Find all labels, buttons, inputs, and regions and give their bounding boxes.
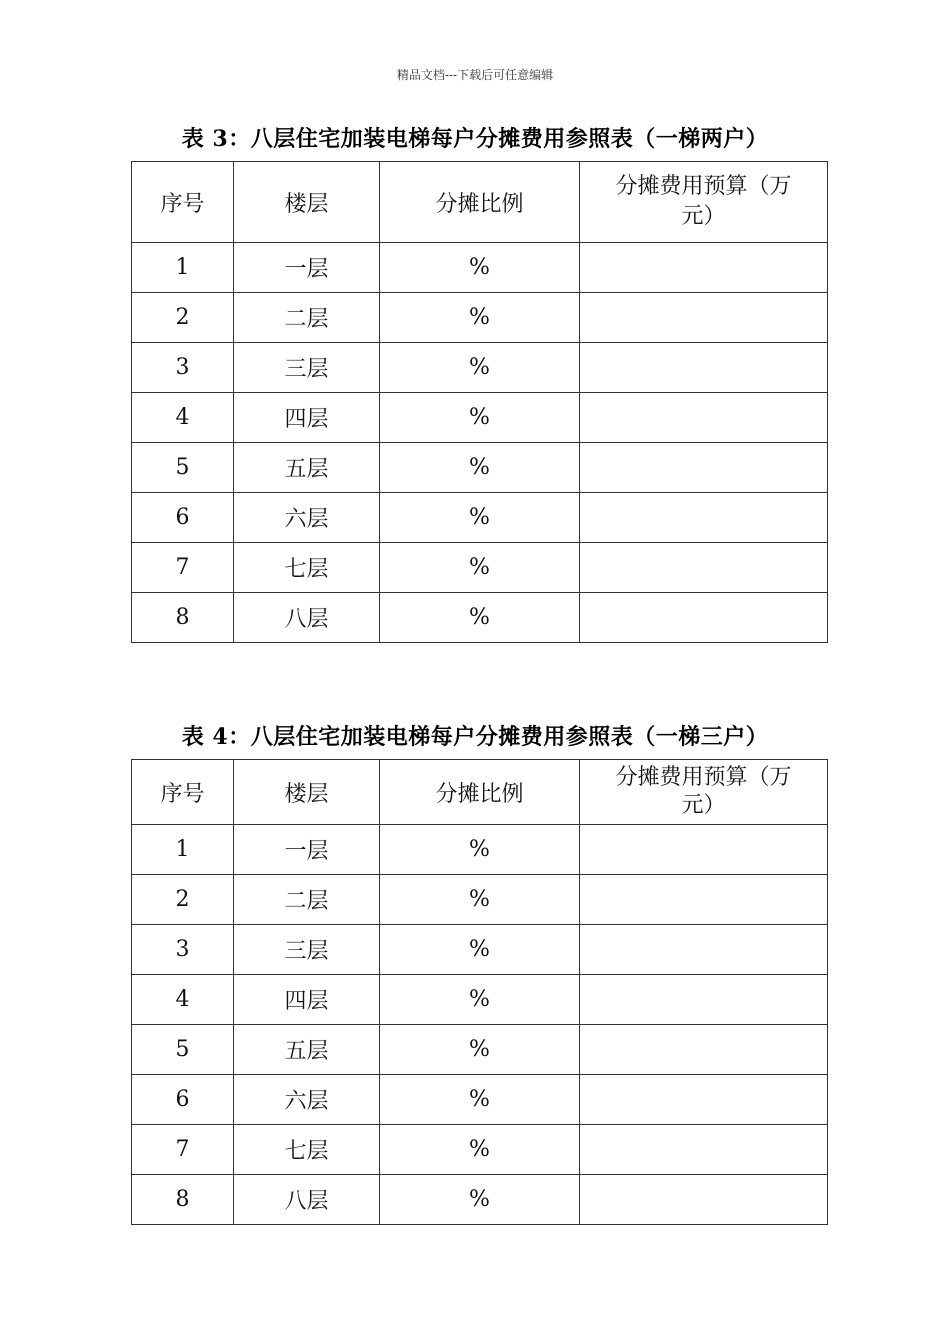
cell-index: 5 xyxy=(132,1025,234,1075)
header-floor: 楼层 xyxy=(234,162,380,243)
cell-index: 4 xyxy=(132,393,234,443)
cell-floor: 四层 xyxy=(234,975,380,1025)
cell-index: 4 xyxy=(132,975,234,1025)
table-row xyxy=(132,493,828,543)
cell-ratio: % xyxy=(380,593,580,643)
header-budget xyxy=(580,162,828,243)
cell-ratio: % xyxy=(380,825,580,875)
cell-index: 1 xyxy=(132,825,234,875)
cost-table-3 xyxy=(131,161,828,643)
table-row xyxy=(132,825,828,875)
table-row xyxy=(132,293,828,343)
header-budget-line2: 元） xyxy=(681,204,726,229)
cell-index: 8 xyxy=(132,593,234,643)
cell-budget[interactable] xyxy=(580,343,828,393)
table-3-title: 表 3：八层住宅加装电梯每户分摊费用参照表（一梯两户） xyxy=(181,126,769,152)
table-row xyxy=(132,243,828,293)
header-index: 序号 xyxy=(132,162,234,243)
cell-floor: 二层 xyxy=(234,875,380,925)
cell-ratio: % xyxy=(380,1125,580,1175)
cell-ratio: % xyxy=(380,393,580,443)
header-ratio: 分摊比例 xyxy=(380,760,580,825)
table-row xyxy=(132,593,828,643)
table-row xyxy=(132,975,828,1025)
cell-index: 3 xyxy=(132,343,234,393)
cell-ratio: % xyxy=(380,493,580,543)
cell-index: 1 xyxy=(132,243,234,293)
cell-floor: 三层 xyxy=(234,925,380,975)
cell-budget[interactable] xyxy=(580,875,828,925)
cell-budget[interactable] xyxy=(580,1175,828,1225)
cell-floor: 五层 xyxy=(234,1025,380,1075)
cell-index: 2 xyxy=(132,293,234,343)
cell-floor: 一层 xyxy=(234,825,380,875)
cell-index: 7 xyxy=(132,1125,234,1175)
cell-budget[interactable] xyxy=(580,293,828,343)
table-row xyxy=(132,443,828,493)
page-header-note: 精品文档---下载后可任意编辑 xyxy=(396,68,554,82)
header-budget-line1: 分摊费用预算（万 xyxy=(615,765,792,790)
header-index: 序号 xyxy=(132,760,234,825)
table-header-row xyxy=(132,162,828,243)
cell-floor: 六层 xyxy=(234,1075,380,1125)
cell-index: 8 xyxy=(132,1175,234,1225)
table-4-title: 表 4：八层住宅加装电梯每户分摊费用参照表（一梯三户） xyxy=(181,724,769,750)
table-row xyxy=(132,1175,828,1225)
header-budget-line2: 元） xyxy=(681,793,726,818)
cell-ratio: % xyxy=(380,1025,580,1075)
cost-table-4 xyxy=(131,759,828,1225)
cell-index: 6 xyxy=(132,493,234,543)
cell-index: 5 xyxy=(132,443,234,493)
cell-budget[interactable] xyxy=(580,1075,828,1125)
table-row xyxy=(132,393,828,443)
cell-budget[interactable] xyxy=(580,975,828,1025)
cell-budget[interactable] xyxy=(580,1125,828,1175)
cell-ratio: % xyxy=(380,1075,580,1125)
cell-ratio: % xyxy=(380,1175,580,1225)
cell-floor: 三层 xyxy=(234,343,380,393)
cell-index: 3 xyxy=(132,925,234,975)
cell-ratio: % xyxy=(380,243,580,293)
table-row xyxy=(132,343,828,393)
cell-ratio: % xyxy=(380,293,580,343)
header-budget-line1: 分摊费用预算（万 xyxy=(615,174,792,199)
table-row xyxy=(132,1125,828,1175)
cell-budget[interactable] xyxy=(580,925,828,975)
table-row xyxy=(132,1075,828,1125)
table-row xyxy=(132,1025,828,1075)
cell-budget[interactable] xyxy=(580,493,828,543)
table-row xyxy=(132,925,828,975)
cell-ratio: % xyxy=(380,443,580,493)
cell-ratio: % xyxy=(380,925,580,975)
cell-floor: 六层 xyxy=(234,493,380,543)
cell-ratio: % xyxy=(380,975,580,1025)
cell-budget[interactable] xyxy=(580,1025,828,1075)
table-row xyxy=(132,875,828,925)
cell-budget[interactable] xyxy=(580,393,828,443)
cell-budget[interactable] xyxy=(580,543,828,593)
header-ratio: 分摊比例 xyxy=(380,162,580,243)
cell-floor: 八层 xyxy=(234,1175,380,1225)
cell-floor: 七层 xyxy=(234,543,380,593)
cell-ratio: % xyxy=(380,875,580,925)
header-budget xyxy=(580,760,828,825)
cell-ratio: % xyxy=(380,343,580,393)
cell-index: 2 xyxy=(132,875,234,925)
cell-budget[interactable] xyxy=(580,593,828,643)
cell-floor: 七层 xyxy=(234,1125,380,1175)
cell-floor: 二层 xyxy=(234,293,380,343)
cell-ratio: % xyxy=(380,543,580,593)
cell-budget[interactable] xyxy=(580,825,828,875)
cell-floor: 一层 xyxy=(234,243,380,293)
header-floor: 楼层 xyxy=(234,760,380,825)
table-row xyxy=(132,543,828,593)
cell-floor: 五层 xyxy=(234,443,380,493)
cell-budget[interactable] xyxy=(580,243,828,293)
cell-index: 7 xyxy=(132,543,234,593)
table-header-row xyxy=(132,760,828,825)
cell-floor: 八层 xyxy=(234,593,380,643)
cell-index: 6 xyxy=(132,1075,234,1125)
cell-budget[interactable] xyxy=(580,443,828,493)
cell-floor: 四层 xyxy=(234,393,380,443)
